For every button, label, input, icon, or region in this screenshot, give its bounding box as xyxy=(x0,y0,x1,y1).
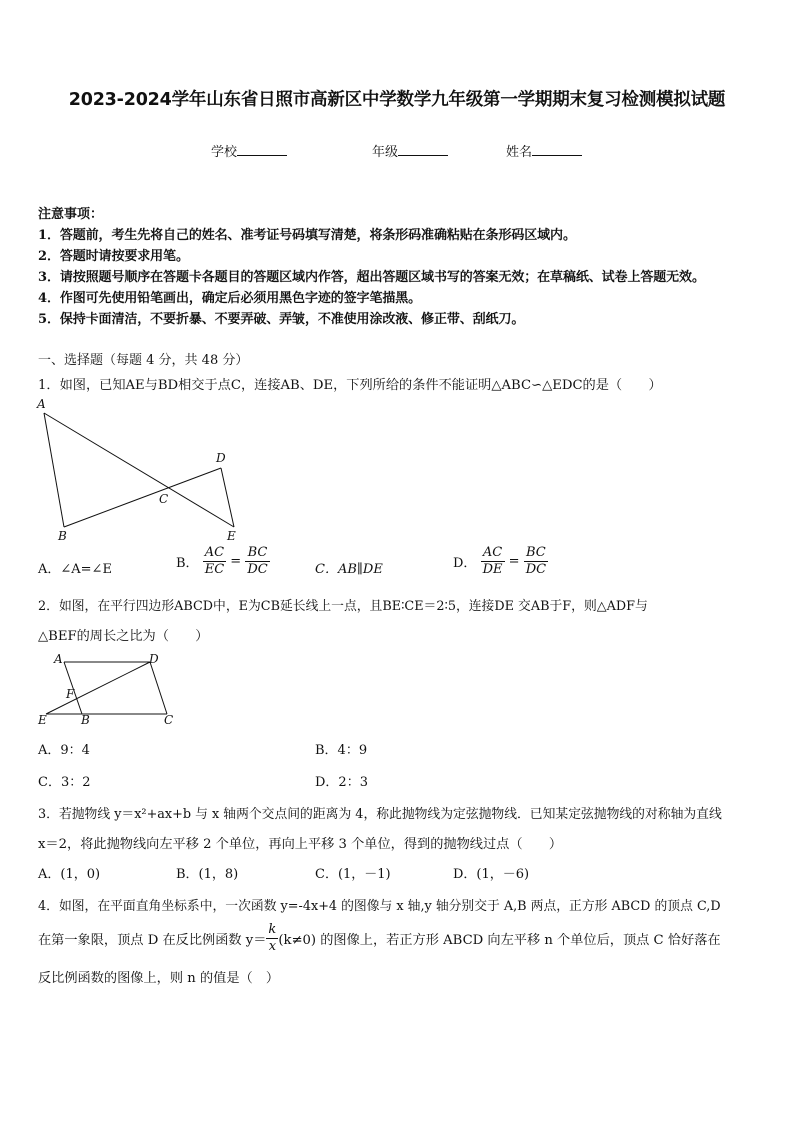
fraction: $\frac{AC}{EC}$ xyxy=(204,545,225,577)
fraction: $\frac{AC}{DE}$ xyxy=(482,545,503,577)
q1-option-a-text: A．∠A=∠E xyxy=(38,562,112,577)
q2-option-b[interactable] xyxy=(315,739,367,758)
q1-option-a[interactable] xyxy=(38,558,112,577)
label-f: F xyxy=(66,687,75,701)
label-b: B xyxy=(81,713,90,727)
segment-ab xyxy=(44,413,64,527)
school-label: 学校 xyxy=(211,145,238,160)
label-d: D xyxy=(216,451,226,465)
fraction: $\frac{BC}{DC}$ xyxy=(525,545,547,577)
question-2-stem-line2: △BEF的周长之比为（ ） xyxy=(38,629,209,644)
label-e: E xyxy=(38,713,47,727)
name-blank[interactable] xyxy=(532,143,582,156)
q4-line2-part1: 在第一象限，顶点 D 在反比例函数 y＝ xyxy=(38,933,267,948)
question-4-stem-line1: 4．如图，在平面直角坐标系中，一次函数 y=-4x+4 的图像与 x 轴,y 轴分别交于 A,B 两点，正方形 ABCD 的顶点 C,D xyxy=(38,899,721,914)
note-item: 1．答题前，考生先将自己的姓名、准考证号码填写清楚，将条形码准确粘贴在条形码区域内。 xyxy=(38,228,576,243)
label-a: A xyxy=(37,397,46,411)
segment-ae xyxy=(44,413,234,527)
notes-heading: 注意事项： xyxy=(38,207,104,222)
q1-option-c[interactable] xyxy=(315,558,383,577)
question-2-stem-line1: 2．如图，在平行四边形ABCD中，E为CB延长线上一点，且BE∶CE＝2∶5，连接DE 交AB于F，则△ADF与 xyxy=(38,599,648,614)
grade-label: 年级 xyxy=(372,145,399,160)
q2-option-d-text: D．2：3 xyxy=(315,775,368,790)
q1-figure xyxy=(34,396,244,544)
q3-option-a[interactable] xyxy=(38,863,100,882)
fraction: $\frac{BC}{DC}$ xyxy=(247,545,268,577)
q2-option-d[interactable] xyxy=(315,771,368,790)
segment-dc xyxy=(150,662,167,714)
q2-option-b-text: B．4：9 xyxy=(315,743,368,758)
segment-ed xyxy=(46,662,150,714)
q3-option-b[interactable] xyxy=(176,863,238,882)
question-3-stem-line2: x＝2，将此抛物线向左平移 2 个单位，再向上平移 3 个单位，得到的抛物线过点（ ） xyxy=(38,837,563,852)
equals-sign: = xyxy=(230,554,242,569)
q2-option-a-text: A．9：4 xyxy=(38,743,90,758)
q1-option-d-prefix: D． xyxy=(453,556,477,571)
q3-option-a-text: A．(1，0) xyxy=(38,867,101,882)
label-b: B xyxy=(58,529,67,543)
note-item: 2．答题时请按要求用笔。 xyxy=(38,249,189,264)
q2-option-c[interactable] xyxy=(38,771,91,790)
q2-option-c-text: C．3：2 xyxy=(38,775,91,790)
label-c: C xyxy=(164,713,174,727)
q3-option-b-text: B．(1，8) xyxy=(176,867,239,882)
grade-blank[interactable] xyxy=(398,143,448,156)
label-d: D xyxy=(149,652,159,666)
segment-de xyxy=(221,468,234,527)
q1-option-b[interactable] xyxy=(176,545,270,578)
question-4-stem-line3: 反比例函数的图像上，则 n 的值是（ ） xyxy=(38,971,280,986)
q1-option-d[interactable] xyxy=(453,545,548,578)
question-3-stem-line1: 3．若抛物线 y＝x²+ax+b 与 x 轴两个交点间的距离为 4，称此抛物线为定弦抛物线．已知某定弦抛物线的对称轴为直线 xyxy=(38,807,722,822)
q3-option-c-text: C．(1，－1) xyxy=(315,867,391,882)
section-heading: 一、选择题（每题 4 分，共 48 分） xyxy=(38,353,249,368)
label-e: E xyxy=(227,529,236,543)
question-1-stem: 1．如图，已知AE与BD相交于点C，连接AB、DE，下列所给的条件不能证明△ABC∽△EDC的是（ ） xyxy=(38,378,662,393)
name-field xyxy=(506,141,582,160)
q3-option-d[interactable] xyxy=(453,863,529,882)
q2-figure xyxy=(34,650,184,730)
q3-option-d-text: D．(1，－6) xyxy=(453,867,530,882)
school-blank[interactable] xyxy=(237,143,287,156)
school-field xyxy=(211,141,287,160)
equals-sign: = xyxy=(508,554,520,569)
note-item: 4．作图可先使用铅笔画出，确定后必须用黑色字迹的签字笔描黑。 xyxy=(38,291,422,306)
exam-title: 2023-2024学年山东省日照市高新区中学数学九年级第一学期期末复习检测模拟试题 xyxy=(68,90,726,110)
label-a: A xyxy=(54,652,63,666)
q1-option-c-text: C．AB∥DE xyxy=(315,562,383,577)
question-4-stem-line2 xyxy=(38,922,721,955)
grade-field xyxy=(372,141,448,160)
note-item: 5．保持卡面清洁，不要折暴、不要弄破、弄皱，不准使用涂改液、修正带、刮纸刀。 xyxy=(38,312,525,327)
note-item: 3．请按照题号顺序在答题卡各题目的答题区域内作答，超出答题区域书写的答案无效；在草稿纸、试卷上答题无效。 xyxy=(38,270,705,285)
name-label: 姓名 xyxy=(506,145,533,160)
q3-option-c[interactable] xyxy=(315,863,391,882)
label-c: C xyxy=(159,492,169,506)
segment-bd xyxy=(64,468,221,527)
q1-option-b-prefix: B． xyxy=(176,556,199,571)
q4-line2-part2: (k≠0) 的图像上，若正方形 ABCD 向左平移 n 个单位后，顶点 C 恰好落在 xyxy=(278,933,721,948)
q2-option-a[interactable] xyxy=(38,739,90,758)
fraction-k-over-x: $\frac{k}{x}$ xyxy=(268,922,277,954)
